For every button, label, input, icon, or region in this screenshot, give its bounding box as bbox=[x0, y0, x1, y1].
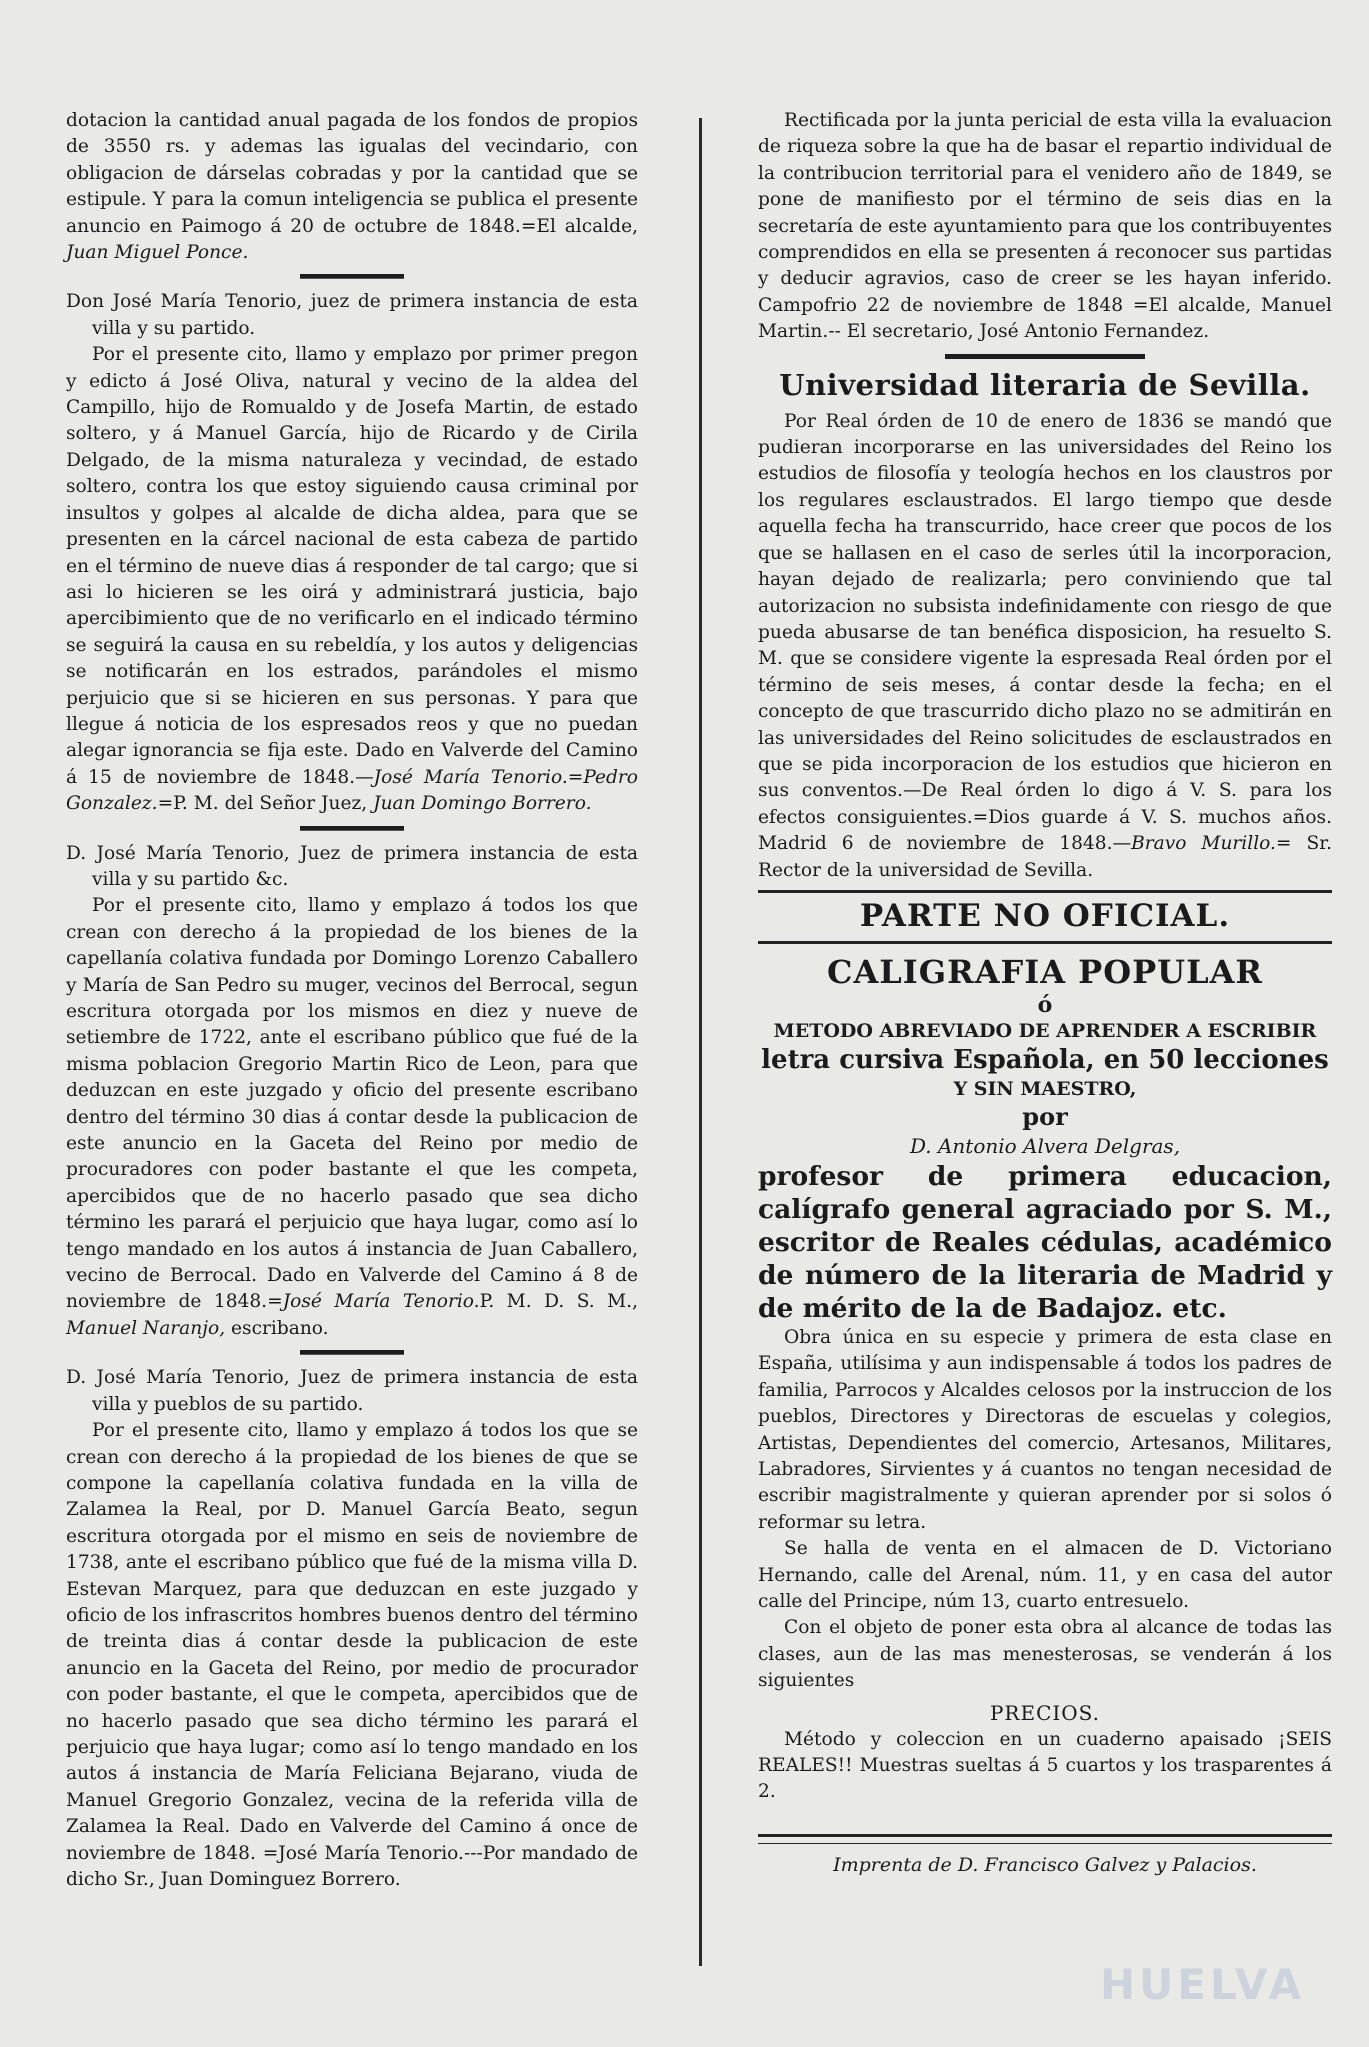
left-column bbox=[66, 108, 638, 1893]
printer-imprint: Imprenta de D. Francisco Galvez y Palacios. bbox=[833, 1853, 1257, 1876]
footer-rule bbox=[758, 1834, 1332, 1844]
edict-3-heading: D. José María Tenorio, Juez de primera instancia de esta villa y pueblos de su partido. bbox=[66, 1367, 638, 1415]
sale-location: Se halla de venta en el almacen de D. Victoriano Hernando, calle del Arenal, núm. 11, y en casa del autor calle del Principe, núm 13, cuarto entresuelo. bbox=[758, 1538, 1332, 1613]
edict-3-body: Por el presente cito, llamo y emplazo á todos los que se crean con derecho á la propiedad de los bienes de que se compone la capellanía colativa fundada en la villa de Zalamea la Real, por D. Manuel García Beato, segun escritura otorgada por el mismo en seis de noviembre de 1738, ante el escribano público que fué de la misma villa D. Estevan Marquez, para que deduzcan en este juzgado y oficio de los infrascritos hombres buenos dentro del término de treinta dias á contar desde la publicacion de este anuncio en la Gaceta del Reino, por medio de procurador con poder bastante, el que le competa, apercibidos que de no hacerlo pasado que sea dicho término les parará el perjuicio que haya lugar; como así lo tengo mandado en los autos á instancia de María Feliciana Bejarano, viuda de Manuel Gregorio Gonzalez, vecina de la referida villa de Zalamea la Real. Dado en Valverde del Camino á once de noviembre de 1848. =José María Tenorio.---Por mandado de dicho Sr., Juan Dominguez Borrero. bbox=[66, 1420, 638, 1890]
pricing-intro: Con el objeto de poner esta obra al alcance de todas las clases, aun de las mas menesterosas, se venderán á los siguientes bbox=[758, 1617, 1332, 1692]
announcement-paimogo: dotacion la cantidad anual pagada de los fondos de propios de 3550 rs. y ademas las igualas del vecindario, con obligacion de dárselas cobradas y por la cantidad que se estipule. Y para la comun inteligencia se publica el presente anuncio en Paimogo á 20 de octubre de 1848.=El alcalde, Juan Miguel Ponce. bbox=[66, 110, 638, 264]
letra-subtitle: letra cursiva Española, en 50 lecciones bbox=[761, 1044, 1329, 1075]
prices-heading: PRECIOS. bbox=[989, 1700, 1101, 1725]
signature: Juan Domingo Borrero. bbox=[373, 793, 592, 815]
section-rule bbox=[758, 941, 1332, 944]
metodo-subtitle: METODO ABREVIADO DE APRENDER A ESCRIBIR bbox=[773, 1019, 1317, 1042]
right-column bbox=[758, 108, 1332, 1878]
author-credentials: profesor de primera educacion, calígrafo general agraciado por S. M., escritor de Reales cédulas, académico de número de la literaria de Madrid y de mérito de la de Badajoz. etc. bbox=[758, 1160, 1332, 1324]
por-label: por bbox=[1022, 1101, 1068, 1131]
column-divider bbox=[699, 118, 702, 1966]
section-rule bbox=[758, 890, 1332, 893]
book-description: Obra única en su especie y primera de esta clase en España, utilísima y aun indispensable á todos los padres de familia, Parrocos y Alcaldes celosos por la instruccion de los pueblos, Directores y Directoras de escuelas y colegios, Artistas, Dependientes del comercio, Artesanos, Militares, Labradores, Sirvientes y á cuantos no tengan necesidad de escribir magistralmente y quieran aprender por si solos ó reformar su letra. bbox=[758, 1326, 1332, 1533]
separator-rule bbox=[300, 274, 404, 279]
campofrio-announcement: Rectificada por la junta pericial de esta villa la evaluacion de riqueza sobre la que ha de basar el repartio individual de la contribucion territorial para el venidero año de 1849, se pone de manifiesto por el término de seis dias en la secretaría de este ayuntamiento para que los contribuyentes comprendidos en ella se presenten á reconocer sus partidas y deducir agravios, caso de creer se les hayan inferido. Campofrio 22 de noviembre de 1848 =El alcalde, Manuel Martin.-- El secretario, José Antonio Fernandez. bbox=[758, 110, 1332, 343]
parte-no-oficial-heading: PARTE NO OFICIAL. bbox=[859, 897, 1231, 934]
price-details: Método y coleccion en un cuaderno apaisado ¡SEIS REALES!! Muestras sueltas á 5 cuartos y los trasparentes á 2. bbox=[758, 1728, 1332, 1803]
signature: Juan Miguel Ponce. bbox=[66, 242, 249, 264]
archive-watermark: HUELVA bbox=[1100, 1960, 1306, 2009]
edict-1-heading: Don José María Tenorio, juez de primera instancia de esta villa y su partido. bbox=[66, 291, 638, 339]
signature: José María Tenorio.=Pedro Gonzalez. bbox=[66, 766, 638, 815]
university-order: Por Real órden de 10 de enero de 1836 se mandó que pudieran incorporarse en las universidades del Reino los estudios de filosofía y teología hechos en los claustros por los regulares esclaustrados. El largo tiempo que desde aquella fecha ha transcurrido, hace creer que pocos de los que se hallasen en el caso de serles útil la incorporacion, hayan dejado de realizarla; pero conviniendo que tal autorizacion no subsista indefinidamente con riesgo de que pueda abusarse de tan benéfica disposicion, ha resuelto S. M. que se considere vigente la espresada Real órden por el término de seis meses, á contar desde la fecha; en el concepto de que trascurrido dicho plazo no se admitirán en las universidades del Reino solicitudes de esclaustrados en que se pida incorporacion de los estudios que hicieron en sus conventos.—De Real órden lo digo á V. S. para los efectos consiguientes.=Dios guarde á V. S. muchos años. Madrid 6 de noviembre de 1848.—Bravo Murillo.= Sr. Rector de la universidad de Sevilla. bbox=[758, 410, 1332, 881]
separator-rule bbox=[300, 826, 404, 831]
separator-rule bbox=[300, 1350, 404, 1355]
edict-2-body: Por el presente cito, llamo y emplazo á todos los que crean con derecho á la propiedad de los bienes de la capellanía colativa fundada por Domingo Lorenzo Caballero y María de San Pedro su muger, vecinos del Berrocal, segun escritura otorgada por los mismos en diez y nueve de setiembre de 1722, ante el escribano público que fué de la misma poblacion Gregorio Martin Rico de Leon, para que deduzcan en este juzgado y oficio del presente escribano dentro del término 30 dias á contar desde la publicacion de este anuncio en la Gaceta del Reino por medio de procuradores con poder bastante el que les competa, apercibidos que de no hacerlo pasado que sea dicho término les parará el perjuicio que haya lugar, como así lo tengo mandado en los autos á instancia de Juan Caballero, vecino de Berrocal. Dado en Valverde del Camino á 8 de noviembre de 1848.=José María Tenorio.P. M. D. S. M., Manuel Naranjo, escribano. bbox=[66, 895, 638, 1339]
signature: Bravo Murillo.= bbox=[1131, 833, 1292, 855]
university-heading: Universidad literaria de Sevilla. bbox=[779, 367, 1311, 402]
sin-maestro-subtitle: Y SIN MAESTRO, bbox=[953, 1077, 1137, 1100]
edict-2-heading: D. José María Tenorio, Juez de primera instancia de esta villa y su partido &c. bbox=[66, 842, 638, 890]
author-name: D. Antonio Alvera Delgras, bbox=[909, 1133, 1181, 1158]
signature: José María Tenorio. bbox=[282, 1291, 480, 1313]
signature: Manuel Naranjo, bbox=[66, 1317, 226, 1339]
caligrafia-title: CALIGRAFIA POPULAR bbox=[827, 952, 1263, 991]
separator-rule bbox=[945, 354, 1145, 359]
edict-1-body: Por el presente cito, llamo y emplazo por primer pregon y edicto á José Oliva, natural y vecino de la aldea del Campillo, hijo de Romualdo y de Josefa Martin, de estado soltero, y á Manuel García, hijo de Ricardo y de Cirila Delgado, de la misma naturaleza y vecindad, de estado soltero, contra los que estoy siguiendo causa criminal por insultos y golpes al alcalde de dicha aldea, para que se presenten en la cárcel nacional de esta cabeza de partido en el término de nueve dias á responder de tal cargo; que si asi lo hicieren se les oirá y administrará justicia, bajo apercibimiento que de no verificarlo en el indicado término se seguirá la causa en su rebeldía, y los autos y deligencias se notificarán en los estrados, parándoles el mismo perjuicio que si se hicieren en sus personas. Y para que llegue á noticia de los espresados reos y que no puedan alegar ignorancia se fija este. Dado en Valverde del Camino á 15 de noviembre de 1848.—José María Tenorio.=Pedro Gonzalez.=P. M. del Señor Juez, Juan Domingo Borrero. bbox=[66, 344, 638, 815]
conjunction: ó bbox=[1037, 991, 1053, 1018]
